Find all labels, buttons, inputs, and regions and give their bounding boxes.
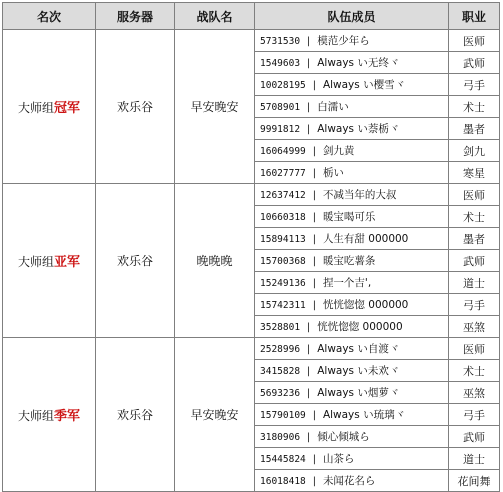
member-name: Always い未欢ヾ — [317, 365, 400, 377]
member-cell — [255, 162, 449, 184]
member-separator: | — [305, 234, 323, 245]
job-cell: 武师 — [449, 426, 500, 448]
job-cell: 花间舞 — [449, 470, 500, 492]
rank-cell — [3, 184, 96, 338]
member-separator: | — [305, 212, 323, 223]
member-name: 模范少年ら — [317, 35, 370, 47]
member-name: Always い樱雪ヾ — [322, 79, 406, 91]
member-separator: | — [305, 146, 323, 157]
job-cell: 医师 — [449, 338, 500, 360]
results-table — [2, 2, 500, 492]
member-cell — [255, 404, 449, 426]
member-separator: | — [300, 432, 318, 443]
member-separator: | — [300, 322, 318, 333]
job-cell: 术士 — [449, 206, 500, 228]
member-name: 恍恍惚惚 000000 — [317, 321, 403, 333]
server-cell: 欢乐谷 — [96, 30, 175, 184]
member-name: 山茶ら — [322, 453, 355, 465]
member-cell — [255, 382, 449, 404]
member-separator: | — [305, 300, 323, 311]
member-name: 剑九黄 — [322, 145, 355, 157]
member-cell — [255, 30, 449, 52]
member-id: 16064999 — [260, 146, 306, 157]
job-cell: 术士 — [449, 96, 500, 118]
header-rank: 名次 — [3, 3, 96, 30]
job-cell: 武师 — [449, 52, 500, 74]
member-id: 5693236 — [260, 388, 301, 399]
member-cell — [255, 52, 449, 74]
member-name: 暖宝喝可乐 — [322, 211, 376, 223]
member-cell — [255, 338, 449, 360]
member-id: 12637412 — [260, 190, 306, 201]
member-separator: | — [305, 80, 323, 91]
table-body — [3, 30, 500, 492]
member-id: 15700368 — [260, 256, 306, 267]
member-separator: | — [305, 190, 323, 201]
table-row — [3, 30, 500, 52]
team-cell: 早安晚安 — [175, 338, 255, 492]
member-name: 不减当年的大叔 — [322, 189, 397, 201]
member-cell — [255, 140, 449, 162]
rank-highlight: 亚军 — [54, 255, 81, 270]
member-separator: | — [305, 454, 323, 465]
member-id: 10028195 — [260, 80, 306, 91]
member-separator: | — [300, 102, 318, 113]
member-cell — [255, 228, 449, 250]
server-cell: 欢乐谷 — [96, 338, 175, 492]
member-name: Always い萘栃ヾ — [317, 123, 400, 135]
job-cell: 寒星 — [449, 162, 500, 184]
job-cell: 弓手 — [449, 404, 500, 426]
member-cell — [255, 360, 449, 382]
table-row — [3, 338, 500, 360]
member-id: 5731530 — [260, 36, 301, 47]
member-separator: | — [300, 366, 318, 377]
header-row — [3, 3, 500, 30]
job-cell: 术士 — [449, 360, 500, 382]
rank-prefix: 大师组 — [17, 409, 54, 423]
member-name: Always い烟萝ヾ — [317, 387, 400, 399]
header-members: 队伍成员 — [255, 3, 449, 30]
job-cell: 弓手 — [449, 294, 500, 316]
rank-cell — [3, 30, 96, 184]
member-cell — [255, 118, 449, 140]
job-cell: 医师 — [449, 184, 500, 206]
job-cell: 武师 — [449, 250, 500, 272]
member-name: 人生有甜 000000 — [322, 233, 409, 245]
member-cell — [255, 448, 449, 470]
table-header — [3, 3, 500, 30]
member-cell — [255, 294, 449, 316]
member-separator: | — [300, 344, 318, 355]
member-cell — [255, 206, 449, 228]
member-id: 15249136 — [260, 278, 306, 289]
member-separator: | — [305, 278, 323, 289]
member-separator: | — [300, 124, 318, 135]
member-cell — [255, 272, 449, 294]
header-server: 服务器 — [96, 3, 175, 30]
job-cell: 巫煞 — [449, 316, 500, 338]
member-separator: | — [300, 36, 318, 47]
table-row — [3, 184, 500, 206]
job-cell: 墨者 — [449, 118, 500, 140]
member-name: 倾心倾城ら — [317, 431, 370, 443]
member-id: 15742311 — [260, 300, 306, 311]
member-id: 3528801 — [260, 322, 301, 333]
member-name: 恍恍惚惚 000000 — [322, 299, 409, 311]
member-cell — [255, 426, 449, 448]
member-name: 栃い — [322, 167, 344, 179]
job-cell: 弓手 — [449, 74, 500, 96]
member-cell — [255, 316, 449, 338]
member-name: 捏一个吉', — [322, 277, 372, 289]
member-separator: | — [305, 168, 323, 179]
member-separator: | — [305, 476, 323, 487]
member-id: 10660318 — [260, 212, 306, 223]
job-cell: 道士 — [449, 448, 500, 470]
job-cell: 剑九 — [449, 140, 500, 162]
member-name: Always い自渡ヾ — [317, 343, 400, 355]
rank-highlight: 冠军 — [54, 101, 81, 116]
member-cell — [255, 250, 449, 272]
member-cell — [255, 184, 449, 206]
member-name: Always い无终ヾ — [317, 57, 400, 69]
member-id: 5708901 — [260, 102, 301, 113]
rank-prefix: 大师组 — [17, 255, 54, 269]
header-team: 战队名 — [175, 3, 255, 30]
job-cell: 医师 — [449, 30, 500, 52]
server-cell: 欢乐谷 — [96, 184, 175, 338]
team-cell: 早安晚安 — [175, 30, 255, 184]
member-separator: | — [300, 58, 318, 69]
member-cell — [255, 96, 449, 118]
member-id: 3180906 — [260, 432, 301, 443]
rank-highlight: 季军 — [54, 409, 81, 424]
job-cell: 巫煞 — [449, 382, 500, 404]
member-name: 未闻花名ら — [322, 475, 376, 487]
rank-cell — [3, 338, 96, 492]
member-cell — [255, 74, 449, 96]
member-id: 15894113 — [260, 234, 306, 245]
member-name: 白濡い — [317, 101, 349, 113]
member-name: 暖宝吃薯条 — [322, 255, 376, 267]
member-id: 1549603 — [260, 58, 301, 69]
job-cell: 墨者 — [449, 228, 500, 250]
rank-prefix: 大师组 — [17, 101, 54, 115]
member-name: Always い琉璃ヾ — [322, 409, 406, 421]
job-cell: 道士 — [449, 272, 500, 294]
member-id: 9991812 — [260, 124, 301, 135]
member-id: 15790109 — [260, 410, 306, 421]
member-separator: | — [305, 256, 323, 267]
member-separator: | — [300, 388, 318, 399]
team-cell: 晚晚晚 — [175, 184, 255, 338]
member-id: 16027777 — [260, 168, 306, 179]
member-separator: | — [305, 410, 323, 421]
member-cell — [255, 470, 449, 492]
member-id: 3415828 — [260, 366, 301, 377]
header-job: 职业 — [449, 3, 500, 30]
member-id: 2528996 — [260, 344, 301, 355]
member-id: 15445824 — [260, 454, 306, 465]
member-id: 16018418 — [260, 476, 306, 487]
